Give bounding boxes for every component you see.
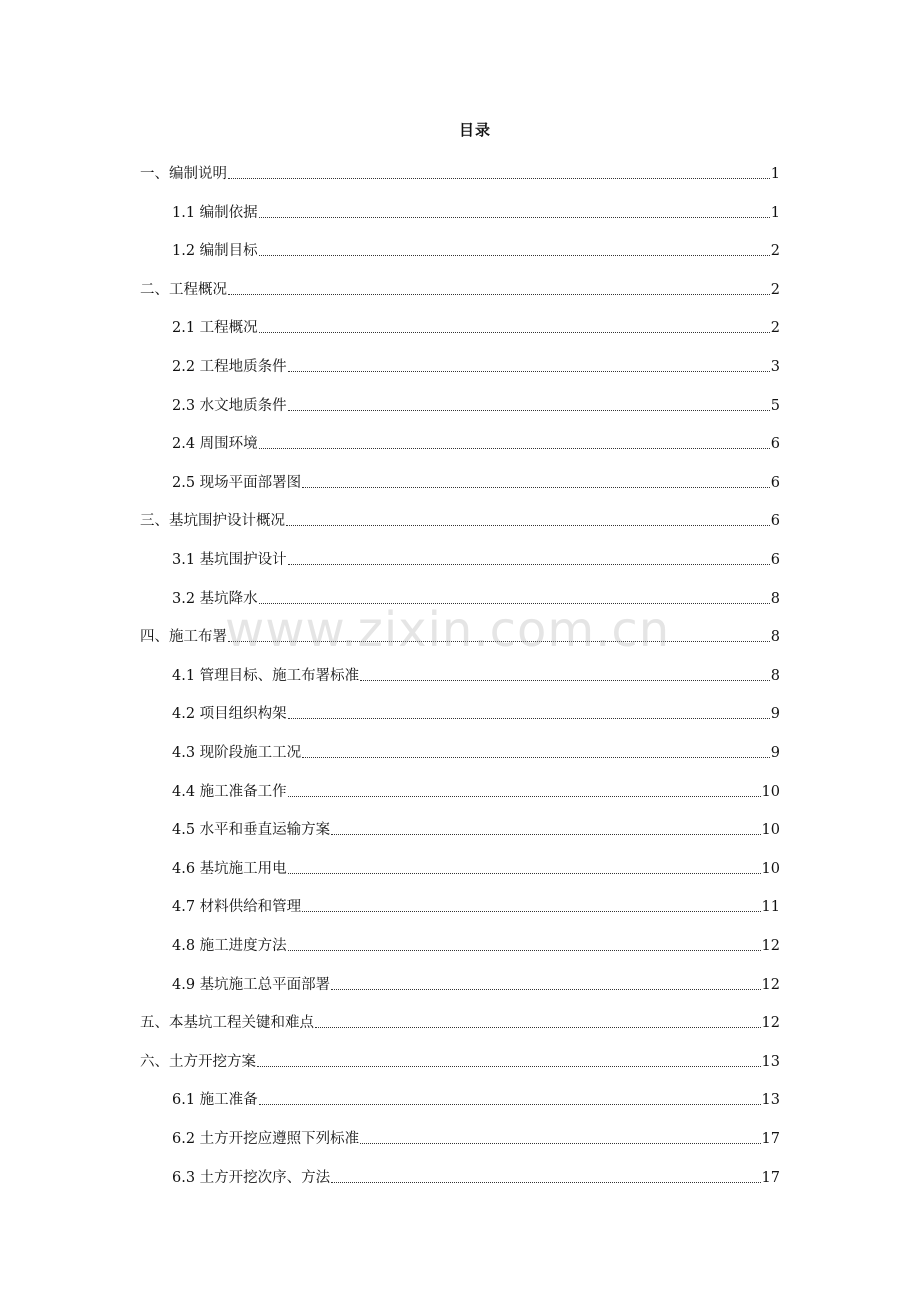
toc-entry-page-number: 1 (770, 204, 780, 221)
toc-dot-leader (286, 525, 770, 526)
toc-dot-leader (228, 178, 770, 179)
toc-entry-page-number: 12 (761, 976, 780, 993)
toc-entry[interactable] (0, 234, 920, 260)
toc-entry-page-number: 6 (770, 474, 780, 491)
toc-entry-page-number: 12 (761, 938, 780, 954)
toc-dot-leader (302, 911, 760, 912)
toc-dot-leader (288, 718, 770, 719)
toc-entry-label: 4.7 材料供给和管理 (172, 899, 302, 916)
toc-entry-page-number: 5 (770, 397, 780, 414)
toc-entry[interactable] (0, 1122, 920, 1148)
toc-entry[interactable] (0, 196, 920, 222)
toc-entry-page-number: 10 (761, 860, 780, 877)
toc-entry-label: 六、土方开挖方案 (140, 1053, 256, 1070)
toc-entry[interactable] (0, 504, 920, 530)
toc-entry-page-number: 8 (770, 629, 780, 646)
toc-dot-leader (259, 217, 770, 218)
toc-entry-page-number: 10 (761, 783, 780, 800)
toc-dot-leader (259, 332, 770, 333)
toc-dot-leader (302, 757, 770, 758)
toc-entry[interactable] (0, 350, 920, 376)
toc-entry[interactable] (0, 620, 920, 646)
toc-entry-page-number: 2 (770, 320, 780, 337)
toc-entry-page-number: 3 (770, 359, 780, 375)
toc-entry-label: 4.6 基坑施工用电 (172, 860, 287, 877)
toc-entry[interactable] (0, 543, 920, 569)
toc-dot-leader (228, 641, 770, 642)
toc-entry-page-number: 8 (770, 590, 780, 607)
toc-entry[interactable] (0, 466, 920, 492)
toc-dot-leader (360, 1143, 760, 1144)
toc-dot-leader (288, 873, 761, 874)
toc-entry-label: 2.1 工程概况 (172, 320, 258, 337)
toc-entry-label: 4.3 现阶段施工工况 (172, 745, 302, 761)
toc-entry-label: 4.2 项目组织构架 (172, 706, 287, 723)
toc-entry-page-number: 17 (761, 1131, 780, 1147)
toc-entry-page-number: 9 (770, 745, 780, 761)
toc-entry-label: 2.5 现场平面部署图 (172, 474, 302, 491)
toc-dot-leader (259, 255, 770, 256)
toc-entry[interactable] (0, 736, 920, 762)
toc-entry-page-number: 6 (770, 436, 780, 453)
toc-entry-label: 1.2 编制目标 (172, 243, 258, 260)
toc-entry[interactable] (0, 311, 920, 337)
watermark: www.zixin.com.cn (225, 602, 671, 658)
toc-entry[interactable] (0, 697, 920, 723)
toc-entry-label: 4.5 水平和垂直运输方案 (172, 822, 331, 839)
toc-dot-leader (259, 603, 770, 604)
toc-entry[interactable] (0, 968, 920, 994)
toc-entry[interactable] (0, 813, 920, 839)
toc-entry-page-number: 2 (770, 243, 780, 260)
toc-entry-page-number: 9 (770, 706, 780, 723)
toc-entry-page-number: 12 (761, 1015, 780, 1032)
toc-entry-label: 4.8 施工进度方法 (172, 938, 287, 954)
toc-dot-leader (288, 371, 770, 372)
toc-title: 目录 (458, 121, 491, 139)
toc-entry[interactable] (0, 1006, 920, 1032)
toc-entry-label: 2.4 周围环境 (172, 436, 258, 453)
toc-entry-label: 6.3 土方开挖次序、方法 (172, 1169, 331, 1186)
toc-dot-leader (315, 1027, 761, 1028)
toc-entry-page-number: 10 (761, 822, 780, 839)
toc-dot-leader (257, 1066, 761, 1067)
toc-dot-leader (360, 680, 770, 681)
toc-dot-leader (228, 294, 770, 295)
toc-entry-label: 二、工程概况 (140, 281, 227, 298)
toc-entry-page-number: 6 (770, 552, 780, 568)
toc-entry-page-number: 17 (761, 1169, 780, 1186)
toc-entry[interactable] (0, 389, 920, 415)
toc-entry-label: 3.1 基坑围护设计 (172, 552, 287, 568)
toc-dot-leader (288, 564, 770, 565)
toc-entry-label: 4.9 基坑施工总平面部署 (172, 976, 331, 993)
toc-entry[interactable] (0, 582, 920, 608)
toc-dot-leader (302, 487, 770, 488)
toc-entry[interactable] (0, 852, 920, 878)
toc-entry-label: 4.4 施工准备工作 (172, 783, 287, 800)
toc-entry-page-number: 2 (770, 281, 780, 298)
toc-dot-leader (288, 796, 761, 797)
toc-entry-page-number: 8 (770, 667, 780, 684)
toc-entry-page-number: 6 (770, 513, 780, 530)
toc-entry[interactable] (0, 659, 920, 685)
toc-entry-label: 1.1 编制依据 (172, 204, 258, 221)
toc-entry[interactable] (0, 890, 920, 916)
toc-entry[interactable] (0, 1045, 920, 1071)
toc-entry-label: 3.2 基坑降水 (172, 590, 258, 607)
toc-dot-leader (331, 989, 760, 990)
toc-entry-label: 五、本基坑工程关键和难点 (140, 1015, 314, 1032)
toc-dot-leader (288, 950, 761, 951)
toc-dot-leader (259, 448, 770, 449)
toc-entry-label: 2.2 工程地质条件 (172, 359, 287, 375)
toc-entry-label: 6.2 土方开挖应遵照下列标准 (172, 1131, 360, 1147)
toc-entry[interactable] (0, 427, 920, 453)
toc-entry[interactable] (0, 929, 920, 955)
toc-dot-leader (288, 410, 770, 411)
toc-entry-label: 三、基坑围护设计概况 (140, 513, 285, 530)
toc-entry[interactable] (0, 157, 920, 183)
toc-entry[interactable] (0, 1083, 920, 1109)
toc-entry[interactable] (0, 775, 920, 801)
toc-entry-page-number: 13 (761, 1092, 780, 1109)
toc-entry[interactable] (0, 1161, 920, 1187)
toc-entry-label: 一、编制说明 (140, 166, 227, 182)
toc-dot-leader (259, 1104, 761, 1105)
toc-entry-page-number: 13 (761, 1053, 780, 1070)
toc-dot-leader (331, 834, 760, 835)
toc-entry[interactable] (0, 273, 920, 299)
toc-entry-page-number: 1 (770, 166, 780, 182)
toc-entry-label: 2.3 水文地质条件 (172, 397, 287, 414)
toc-dot-leader (331, 1182, 760, 1183)
toc-entry-label: 4.1 管理目标、施工布署标准 (172, 667, 360, 684)
toc-entry-label: 6.1 施工准备 (172, 1092, 258, 1109)
toc-entry-label: 四、施工布署 (140, 629, 227, 646)
toc-entry-page-number: 11 (761, 899, 780, 916)
